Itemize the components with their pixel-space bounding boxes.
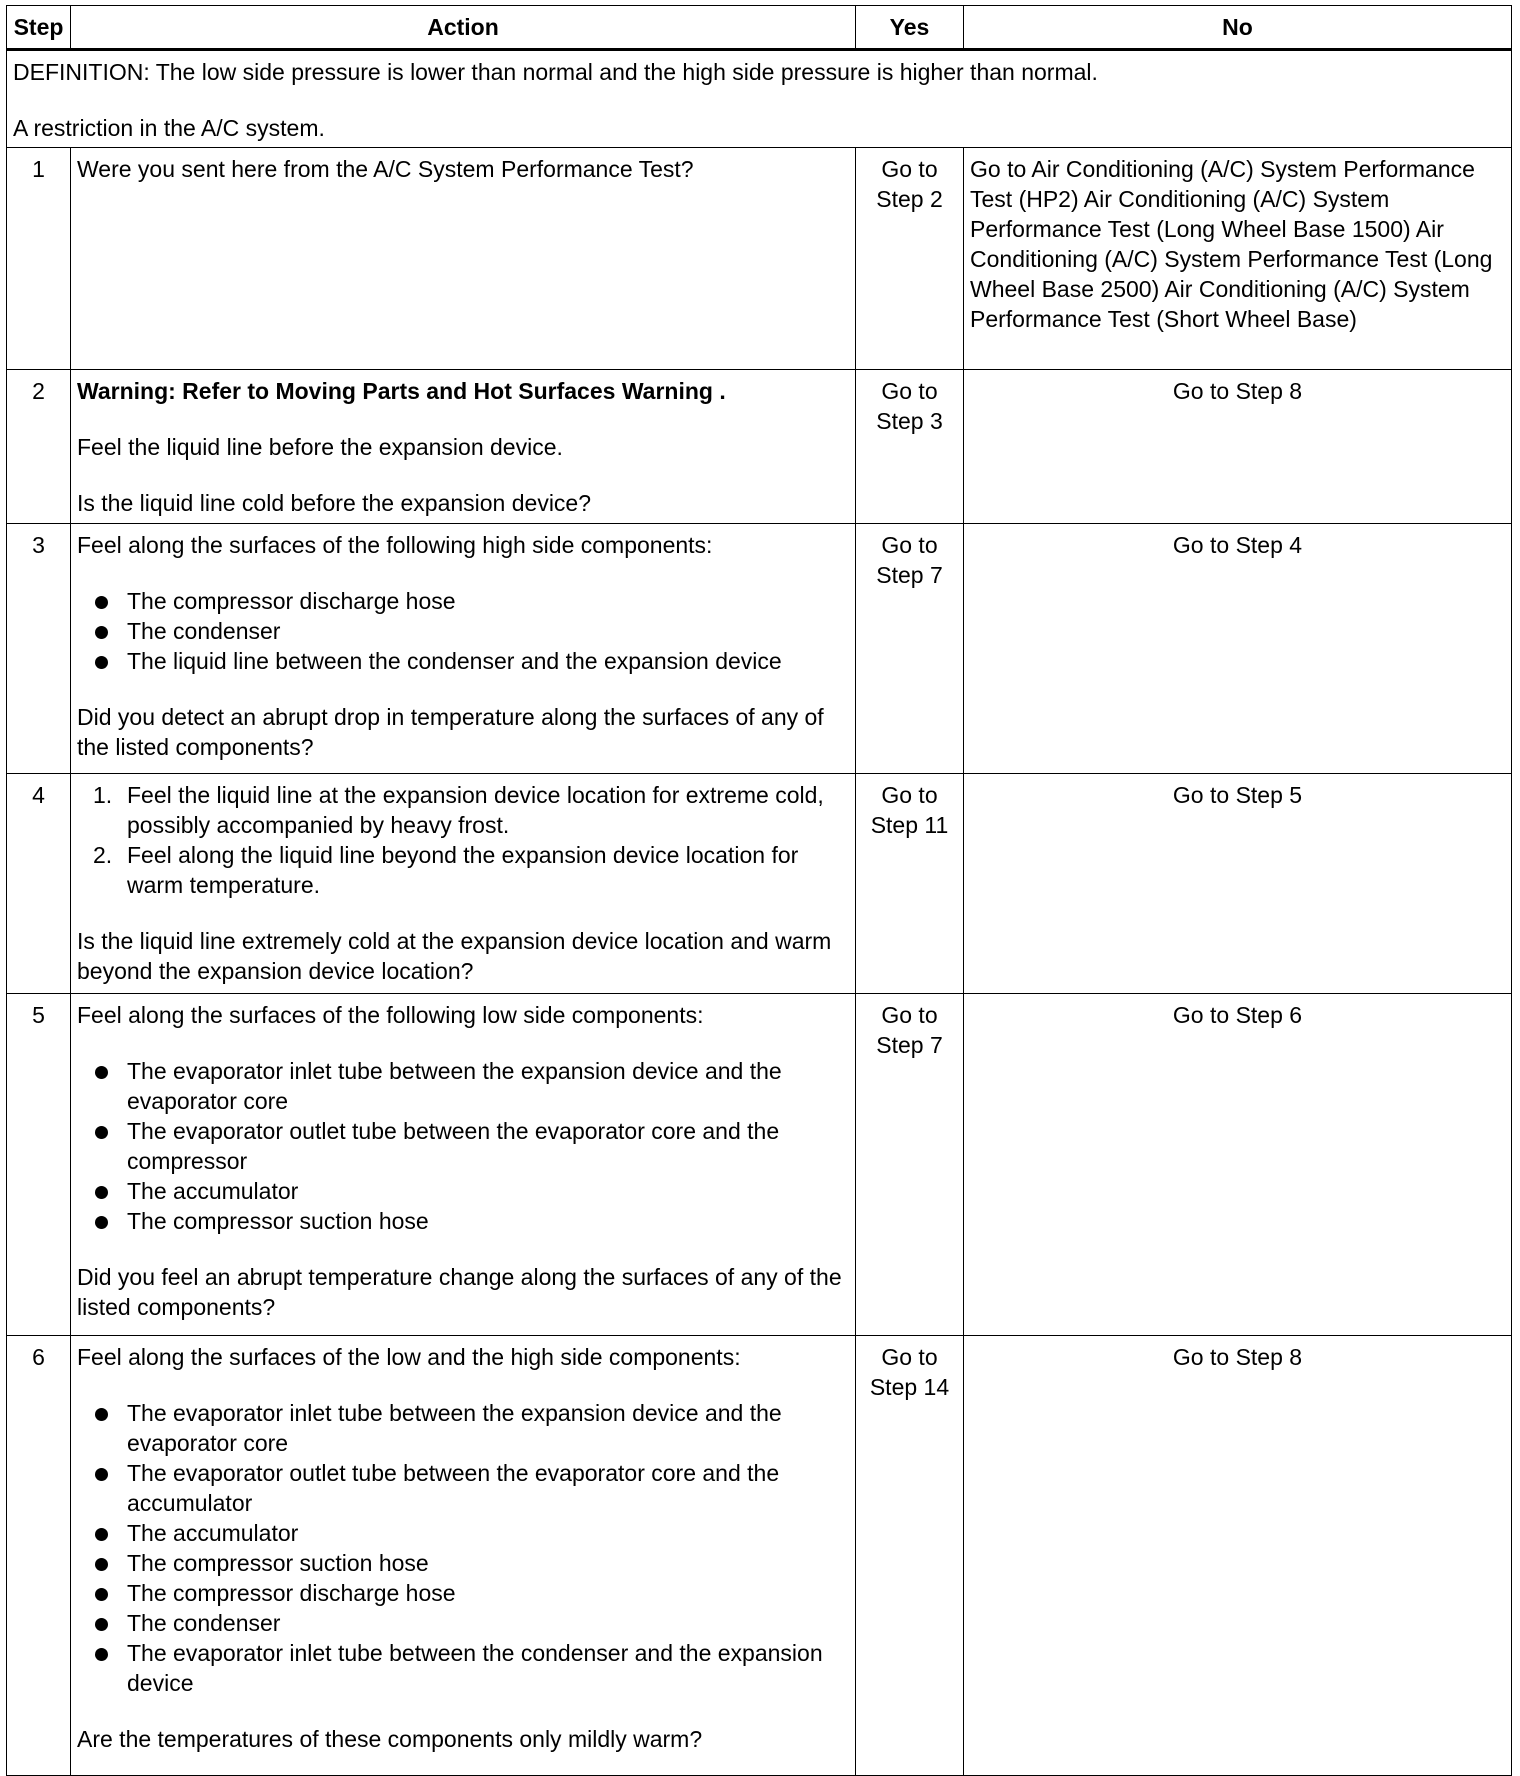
header-yes: Yes [856, 6, 964, 50]
yes-cell: Go to Step 11 [856, 774, 964, 994]
step-number: 2 [7, 370, 71, 524]
table-row [7, 774, 1512, 994]
component-list [77, 1056, 849, 1236]
warning-text: Warning: Refer to Moving Parts and Hot Surfaces Warning . [77, 378, 726, 404]
diagnostic-table [6, 5, 1512, 1776]
definition-text: DEFINITION: The low side pressure is lower than normal and the high side pressure is higher than normal. [13, 59, 1098, 85]
component-list [77, 586, 849, 676]
step-number: 5 [7, 994, 71, 1336]
no-cell: Go to Step 4 [964, 524, 1512, 774]
item-number: 1. [93, 782, 113, 808]
step-number: 6 [7, 1336, 71, 1776]
action-question: Is the liquid line extremely cold at the expansion device location and warm beyond the expansion device location? [77, 928, 832, 984]
action-intro: Feel along the surfaces of the following low side components: [77, 1002, 704, 1028]
table-row [7, 370, 1512, 524]
action-cell [71, 994, 856, 1336]
list-item: The condenser [77, 616, 849, 646]
item-text: Feel along the liquid line beyond the expansion device location for warm temperature. [127, 842, 799, 898]
action-question: Were you sent here from the A/C System Performance Test? [77, 156, 694, 182]
list-item: The compressor discharge hose [77, 586, 849, 616]
action-cell [71, 1336, 856, 1776]
definition-cause: A restriction in the A/C system. [13, 115, 325, 141]
list-item: The compressor discharge hose [77, 1578, 849, 1608]
list-item: The evaporator inlet tube between the condenser and the expansion device [77, 1638, 849, 1698]
action-cell [71, 524, 856, 774]
instruction-list [77, 780, 849, 900]
item-number: 2. [93, 842, 113, 868]
step-number: 3 [7, 524, 71, 774]
no-cell: Go to Step 8 [964, 1336, 1512, 1776]
yes-cell: Go to Step 7 [856, 994, 964, 1336]
table-row [7, 994, 1512, 1336]
step-number: 1 [7, 148, 71, 370]
list-item: The evaporator outlet tube between the evaporator core and the compressor [77, 1116, 849, 1176]
no-cell: Go to Step 5 [964, 774, 1512, 994]
header-row [7, 6, 1512, 50]
action-cell [71, 148, 856, 370]
no-cell: Go to Step 8 [964, 370, 1512, 524]
list-item [77, 780, 849, 840]
table-row [7, 1336, 1512, 1776]
step-number: 4 [7, 774, 71, 994]
list-item: The accumulator [77, 1176, 849, 1206]
yes-cell: Go to Step 2 [856, 148, 964, 370]
action-question: Are the temperatures of these components only mildly warm? [77, 1726, 703, 1752]
action-question: Did you feel an abrupt temperature change along the surfaces of any of the listed components? [77, 1264, 842, 1320]
action-text: Feel the liquid line before the expansion device. [77, 434, 563, 460]
list-item: The evaporator outlet tube between the evaporator core and the accumulator [77, 1458, 849, 1518]
item-text: Feel the liquid line at the expansion device location for extreme cold, possibly accompanied by heavy frost. [127, 782, 824, 838]
yes-cell: Go to Step 14 [856, 1336, 964, 1776]
table-row [7, 148, 1512, 370]
action-cell [71, 774, 856, 994]
list-item: The evaporator inlet tube between the expansion device and the evaporator core [77, 1056, 849, 1116]
definition-cell [7, 50, 1512, 148]
header-action: Action [71, 6, 856, 50]
definition-row [7, 50, 1512, 148]
action-intro: Feel along the surfaces of the following high side components: [77, 532, 713, 558]
list-item [77, 840, 849, 900]
list-item: The evaporator inlet tube between the expansion device and the evaporator core [77, 1398, 849, 1458]
component-list [77, 1398, 849, 1698]
list-item: The accumulator [77, 1518, 849, 1548]
action-question: Is the liquid line cold before the expansion device? [77, 490, 592, 516]
action-intro: Feel along the surfaces of the low and the high side components: [77, 1344, 741, 1370]
yes-cell: Go to Step 3 [856, 370, 964, 524]
no-cell: Go to Air Conditioning (A/C) System Performance Test (HP2) Air Conditioning (A/C) System Performance Test (Long Wheel Base 1500) Air Conditioning (A/C) System Performance Test (Long Wheel Base 2500) Air Conditioning (A/C) System Performance Test (Short Wheel Base) [964, 148, 1512, 370]
header-step: Step [7, 6, 71, 50]
list-item: The compressor suction hose [77, 1206, 849, 1236]
header-no: No [964, 6, 1512, 50]
action-cell [71, 370, 856, 524]
no-cell: Go to Step 6 [964, 994, 1512, 1336]
list-item: The liquid line between the condenser and the expansion device [77, 646, 849, 676]
table-row [7, 524, 1512, 774]
yes-cell: Go to Step 7 [856, 524, 964, 774]
action-question: Did you detect an abrupt drop in temperature along the surfaces of any of the listed components? [77, 704, 824, 760]
list-item: The compressor suction hose [77, 1548, 849, 1578]
list-item: The condenser [77, 1608, 849, 1638]
